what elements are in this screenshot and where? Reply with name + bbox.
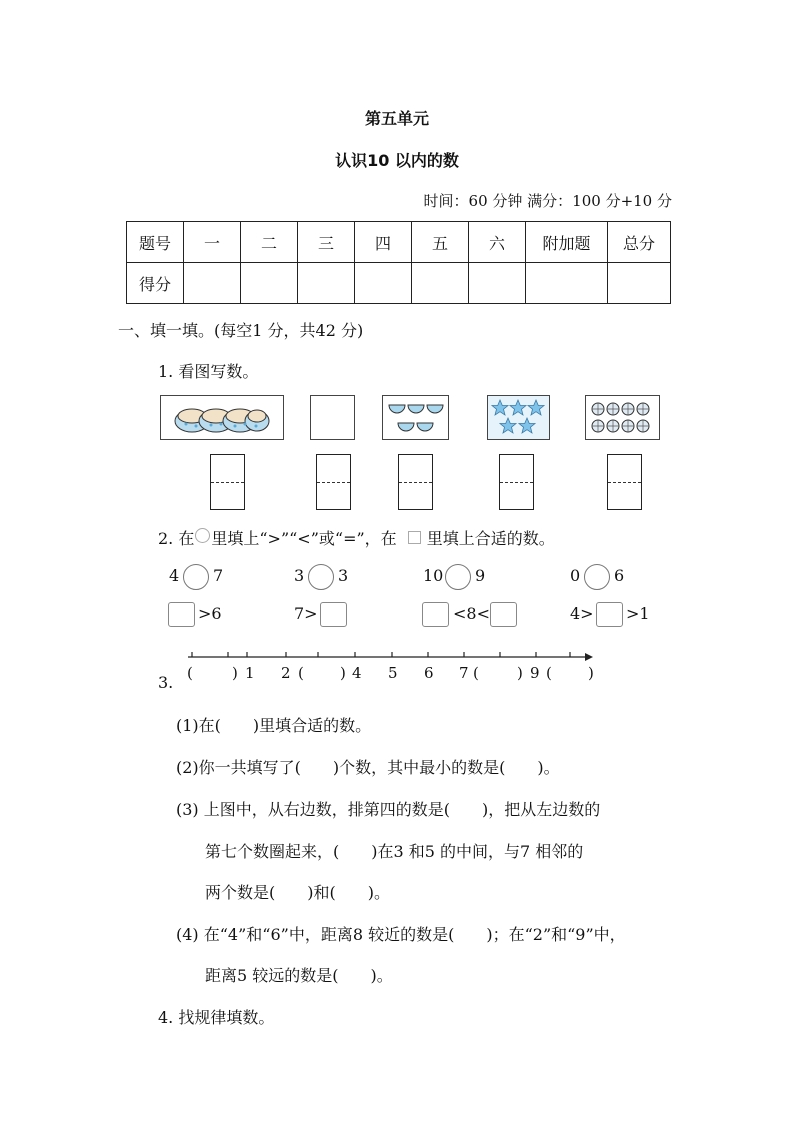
bowls-picture	[382, 395, 449, 440]
nl-label: 5	[388, 664, 398, 682]
q2-label	[158, 526, 555, 549]
table-cell: 二	[241, 222, 298, 263]
q4-label: 4. 找规律填数。	[158, 1008, 275, 1027]
answer-square[interactable]	[422, 602, 449, 627]
cmp-right: 7	[213, 566, 224, 585]
cmp-text: 4>	[570, 604, 594, 623]
q3-sub3-line2: 第七个数圈起来，( )在3 和5 的中间，与7 相邻的	[205, 842, 584, 861]
balls-picture	[585, 395, 660, 440]
nl-label: 7	[459, 664, 469, 682]
answer-square[interactable]	[168, 602, 195, 627]
answer-box[interactable]	[210, 454, 245, 510]
cmp-left: 3	[294, 566, 305, 585]
table-cell: 四	[355, 222, 412, 263]
nl-label: 2	[281, 664, 291, 682]
stars-icon	[488, 396, 549, 439]
time-info: 时间：60 分钟 满分：100 分+10 分	[423, 192, 672, 210]
table-cell: 一	[184, 222, 241, 263]
score-table-header-row	[127, 222, 671, 263]
score-input-cell[interactable]	[298, 263, 355, 304]
q2-label-part: 里填上合适的数。	[426, 529, 555, 548]
q3-sub3-line1: (3) 上图中，从右边数，排第四的数是( )，把从左边数的	[176, 800, 601, 819]
compare-circle[interactable]	[308, 564, 334, 590]
q3-sub3-line3: 两个数是( )和( )。	[205, 883, 390, 902]
table-cell: 题号	[127, 222, 184, 263]
score-table-score-row	[127, 263, 671, 304]
q3-sub4-line1: (4) 在“4”和“6”中，距离8 较近的数是( )；在“2”和“9”中，	[176, 925, 626, 944]
q2-label-part: 里填上“>”“<”或“=”，在	[211, 529, 397, 548]
nl-paren: (	[187, 664, 193, 682]
compare-circle[interactable]	[445, 564, 471, 590]
section-title: 一、填一填。(每空1 分，共42 分)	[118, 321, 364, 340]
cmp-left: 10	[423, 566, 444, 585]
table-cell: 五	[412, 222, 469, 263]
cmp-text: >6	[198, 604, 222, 623]
nl-label: 4	[352, 664, 362, 682]
cakes-icon	[161, 396, 283, 439]
empty-picture-frame	[310, 395, 355, 440]
cmp-right: 9	[475, 566, 486, 585]
circle-icon	[195, 528, 210, 543]
cmp-left: 0	[570, 566, 581, 585]
cakes-picture	[160, 395, 284, 440]
nl-paren: )	[232, 664, 238, 682]
table-cell: 得分	[127, 263, 184, 304]
table-cell: 附加题	[526, 222, 608, 263]
q3-sub1: (1)在( )里填合适的数。	[176, 716, 372, 735]
cmp-text: >1	[626, 604, 650, 623]
nl-paren: (	[473, 664, 479, 682]
compare-circle[interactable]	[584, 564, 610, 590]
table-cell: 六	[469, 222, 526, 263]
answer-box[interactable]	[499, 454, 534, 510]
square-icon	[408, 531, 421, 544]
score-input-cell[interactable]	[355, 263, 412, 304]
compare-circle[interactable]	[183, 564, 209, 590]
nl-paren: (	[298, 664, 304, 682]
cmp-text: <8<	[453, 604, 490, 623]
balls-icon	[586, 396, 659, 439]
score-input-cell[interactable]	[412, 263, 469, 304]
nl-paren: )	[517, 664, 523, 682]
score-input-cell[interactable]	[184, 263, 241, 304]
unit-title: 第五单元	[364, 109, 429, 128]
cmp-text: 7>	[294, 604, 318, 623]
score-input-cell[interactable]	[526, 263, 608, 304]
cmp-right: 6	[614, 566, 625, 585]
nl-label: 1	[245, 664, 255, 682]
nl-label: 9	[530, 664, 540, 682]
score-input-cell[interactable]	[241, 263, 298, 304]
bowls-icon	[383, 396, 448, 439]
stars-picture	[487, 395, 550, 440]
table-cell: 总分	[608, 222, 671, 263]
q3-number: 3.	[158, 673, 174, 692]
answer-square[interactable]	[490, 602, 517, 627]
answer-square[interactable]	[320, 602, 347, 627]
q1-label: 1. 看图写数。	[158, 362, 259, 381]
cmp-right: 3	[338, 566, 349, 585]
table-cell: 三	[298, 222, 355, 263]
q3-sub2: (2)你一共填写了( )个数，其中最小的数是( )。	[176, 758, 560, 777]
q2-label-part: 2. 在	[158, 529, 195, 548]
lesson-title: 认识10 以内的数	[335, 151, 459, 170]
q3-sub4-line2: 距离5 较远的数是( )。	[205, 966, 393, 985]
nl-paren: (	[546, 664, 552, 682]
answer-box[interactable]	[398, 454, 433, 510]
nl-paren: )	[340, 664, 346, 682]
answer-box[interactable]	[607, 454, 642, 510]
cmp-left: 4	[169, 566, 180, 585]
score-input-cell[interactable]	[608, 263, 671, 304]
answer-box[interactable]	[316, 454, 351, 510]
score-table	[126, 221, 671, 304]
answer-square[interactable]	[596, 602, 623, 627]
nl-paren: )	[588, 664, 594, 682]
score-input-cell[interactable]	[469, 263, 526, 304]
nl-label: 6	[424, 664, 434, 682]
